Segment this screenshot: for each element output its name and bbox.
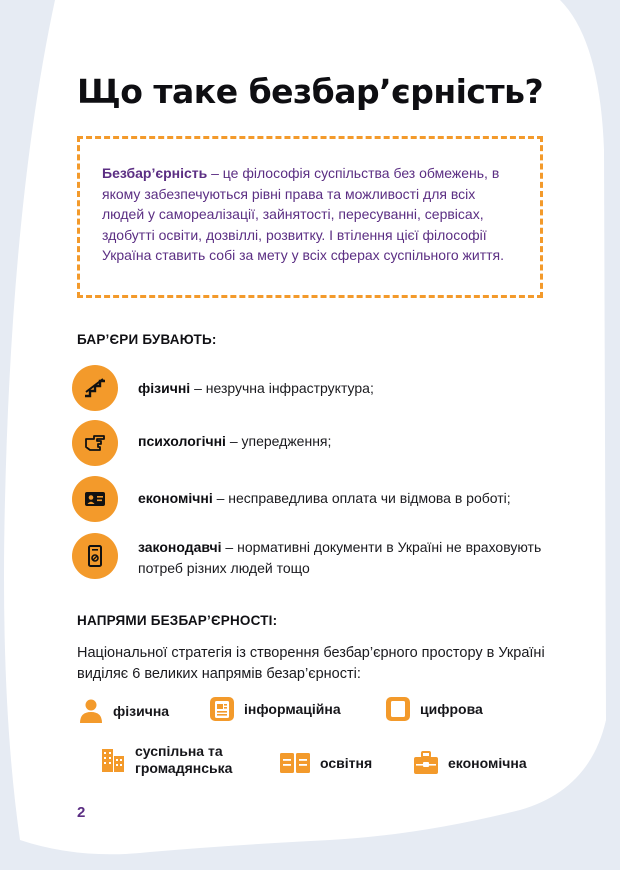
stairs-icon (72, 365, 118, 411)
direction-label (135, 743, 232, 777)
direction-item (77, 697, 169, 725)
direction-label: інформаційна (244, 700, 341, 717)
definition-body: – це філософія суспільства без обмежень, в якому забезпечуються рівні права та можливості для всіх людей у самореалізації, зайнятості, пересуванні, сервісах, здобутті освіти, дозвіллі, розвитку. І втілення цієї філософії Україна ставить собі за мету у всіх сферах суспільного життя. (102, 165, 505, 263)
document-icon (72, 533, 118, 579)
barrier-desc: – несправедлива оплата чи відмова в роботі; (212, 490, 511, 506)
barrier-item (138, 488, 568, 509)
page-title: Що таке безбар’єрність? (77, 72, 544, 111)
page-number: 2 (77, 804, 86, 821)
barrier-desc: – незручна інфраструктура; (190, 380, 374, 396)
direction-item (99, 743, 232, 777)
direction-item (208, 695, 341, 723)
barrier-term: психологічні (138, 433, 226, 449)
direction-item (412, 749, 527, 777)
direction-label: фізична (113, 702, 170, 719)
direction-label: цифрова (420, 700, 483, 717)
barrier-item (138, 378, 568, 399)
direction-label-line: громадянська (135, 760, 233, 776)
directions-intro: Національної стратегія із створення безбар’єрного простору в Україні виділяє 6 великих напрямів безар’єрності: (77, 645, 545, 682)
book-icon (278, 749, 312, 777)
barrier-item (138, 431, 568, 452)
barrier-desc: – нормативні документи в Україні не враховують потреб різних людей тощо (138, 539, 542, 576)
id-card-icon (72, 476, 118, 522)
barrier-desc: – упередження; (225, 433, 332, 449)
pointing-hand-icon (72, 420, 118, 466)
tablet-icon (384, 695, 412, 723)
barriers-heading: БАР’ЄРИ БУВАЮТЬ: (77, 332, 217, 347)
direction-label: освітня (320, 754, 373, 771)
person-icon (77, 697, 105, 725)
definition-text (102, 163, 518, 266)
barrier-term: фізичні (138, 380, 191, 396)
direction-item (278, 749, 372, 777)
definition-box (77, 136, 543, 298)
barrier-item (138, 537, 568, 579)
info-sheet-icon (208, 695, 236, 723)
direction-label: економічна (448, 754, 527, 771)
barrier-term: законодавчі (138, 539, 222, 555)
briefcase-icon (412, 749, 440, 777)
definition-term: Безбар’єрність (102, 165, 208, 181)
barrier-term: економічні (138, 490, 213, 506)
directions-heading: НАПРЯМИ БЕЗБАР’ЄРНОСТІ: (77, 613, 278, 628)
direction-label-line: суспільна та (135, 743, 223, 759)
buildings-icon (99, 746, 127, 774)
direction-item (384, 695, 483, 723)
